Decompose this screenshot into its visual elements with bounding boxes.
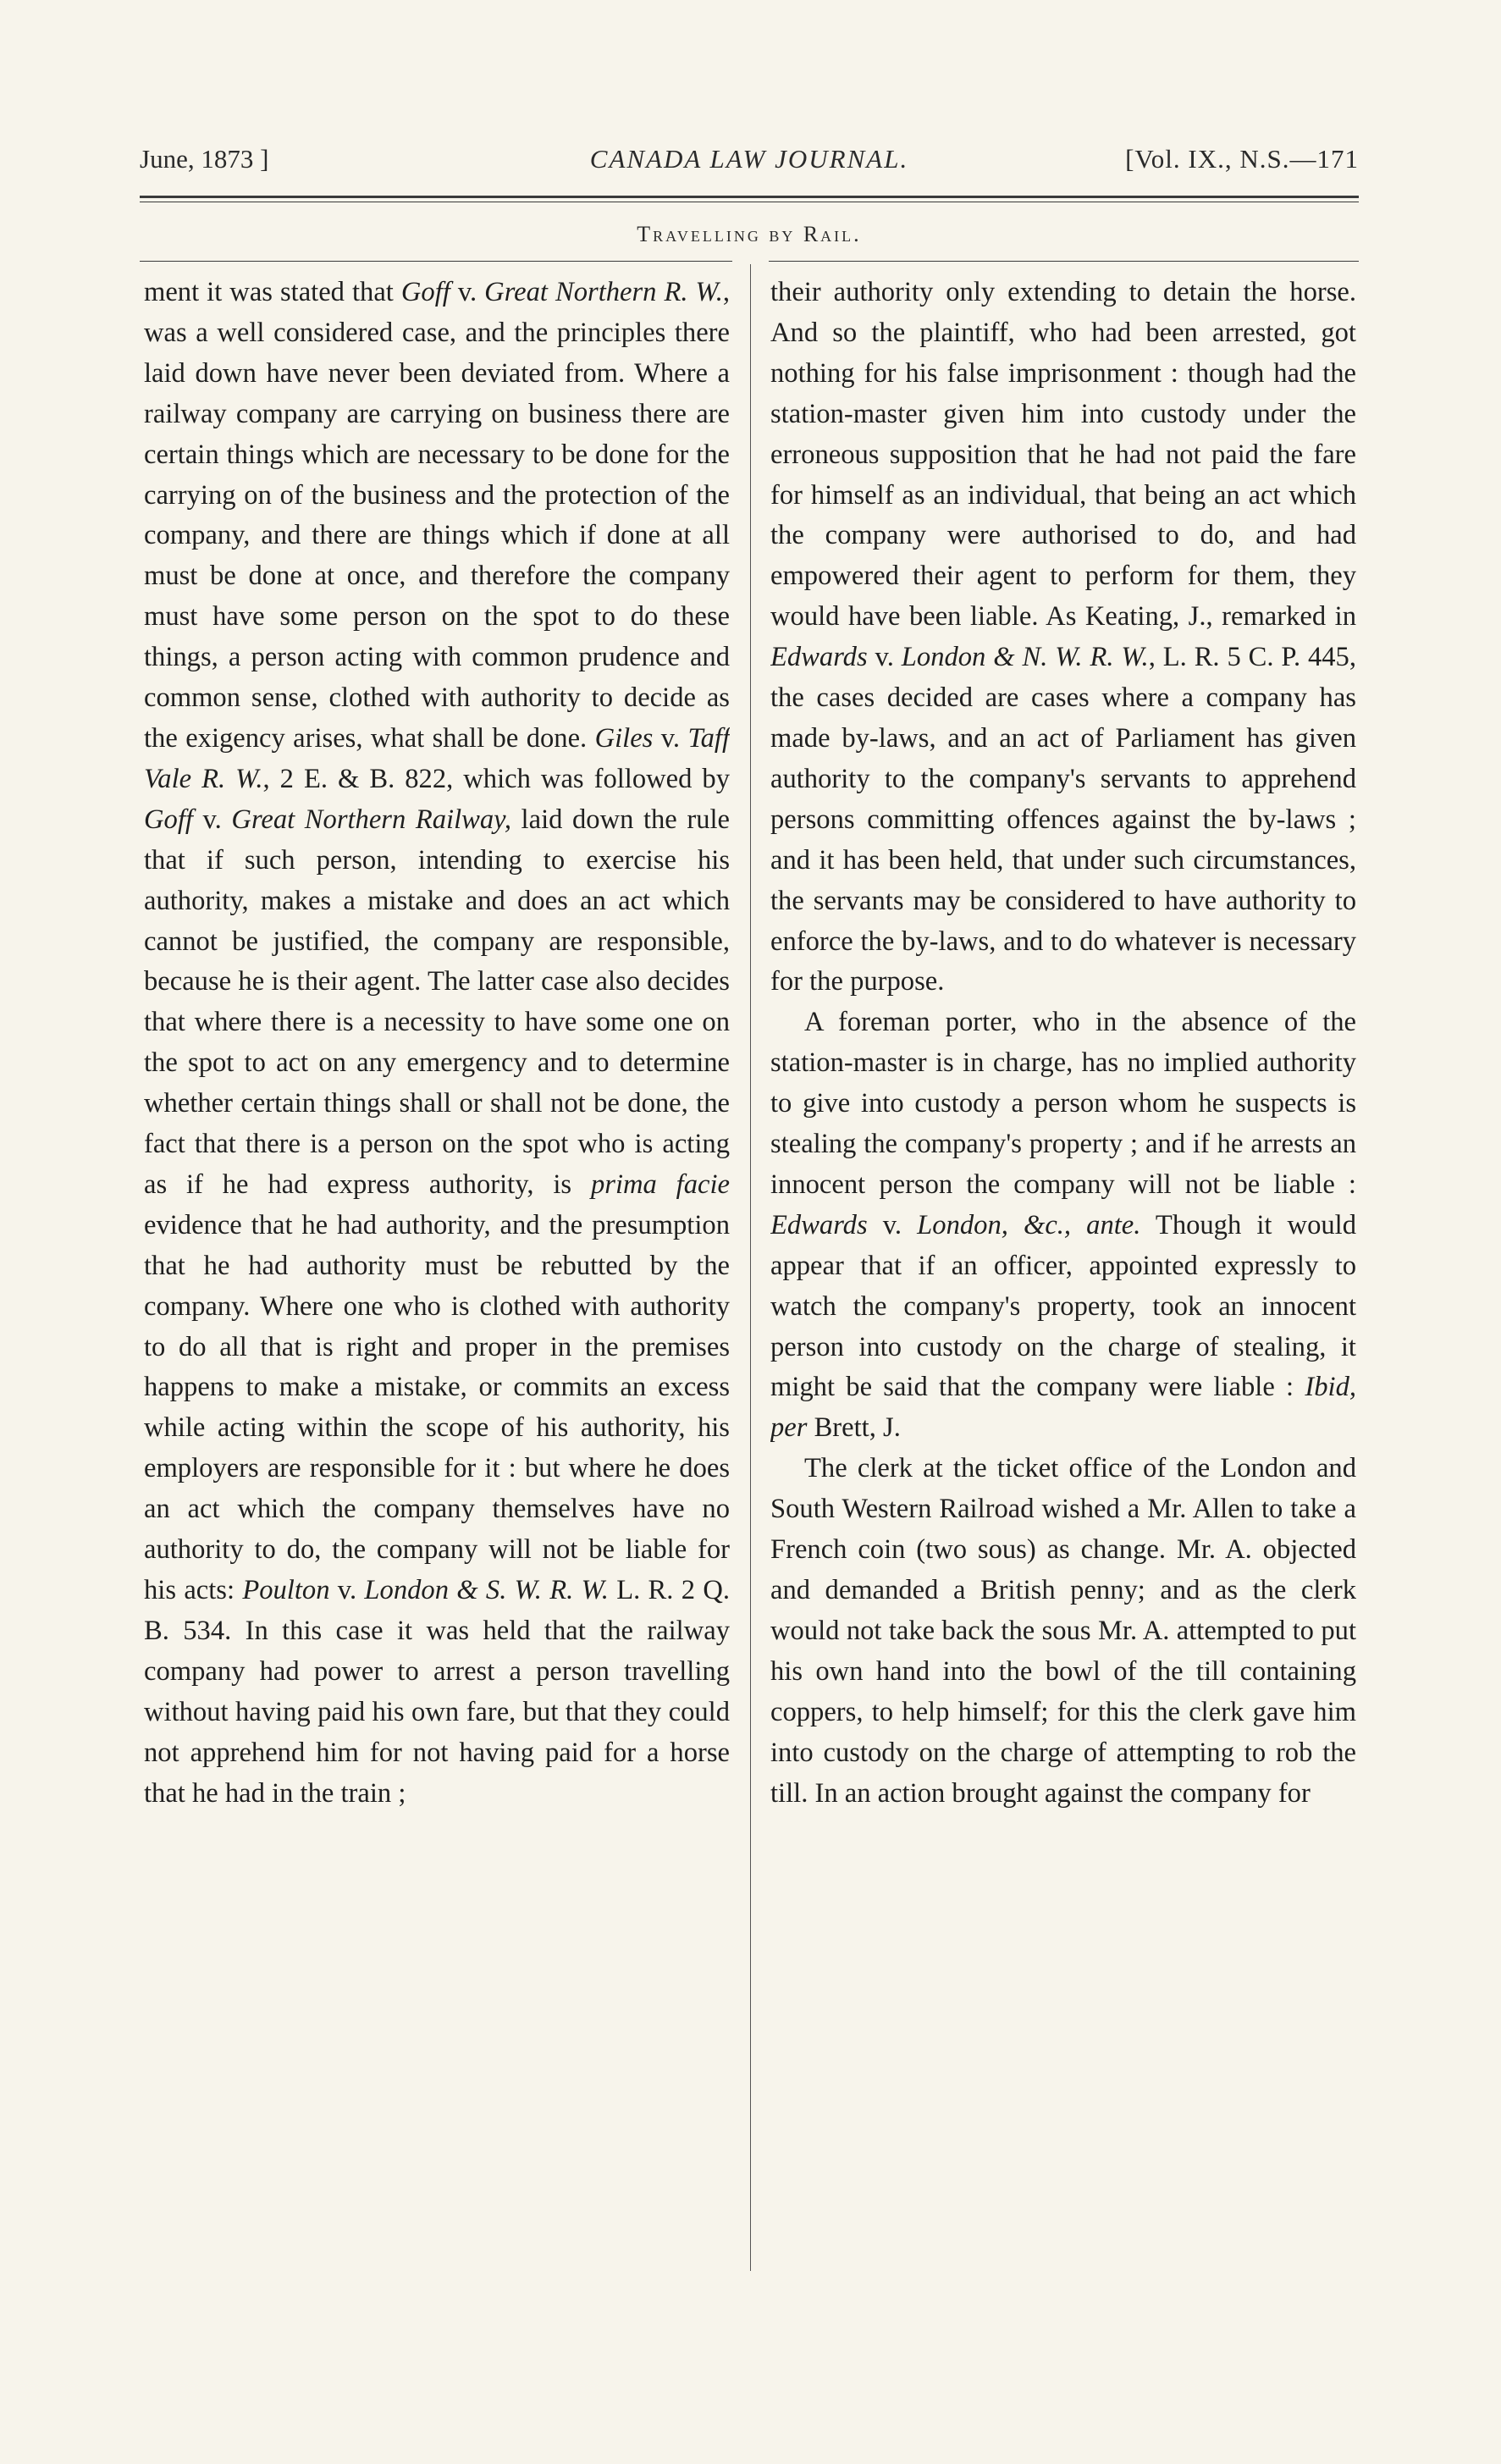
paragraph-text: v. xyxy=(867,642,902,673)
paragraph-text: v. xyxy=(329,1575,365,1605)
paragraph-text: ment it was stated that xyxy=(144,277,401,307)
body-paragraph xyxy=(144,273,730,1814)
body-paragraph xyxy=(770,1003,1356,1449)
case-citation-text: London & N. W. R. W. xyxy=(901,642,1149,673)
paragraph-text: evidence that he had authority, and the presumption that he had authority must be rebutted by the company. Where one who is clothed with authority to do all that is right and proper in the premises happens to make a mistake, or commits an excess while acting within the scope of his authority, his employers are responsible for it : but where he does an act which the company themselves have no authority to do, the company will not be liable for his acts: xyxy=(144,1209,730,1605)
case-citation-text: London & S. W. R. W. xyxy=(364,1575,609,1605)
paragraph-text: , L. R. 5 C. P. 445, the cases decided are cases where a company has made by-laws, and an act of Parliament has given authority to the company's servants to apprehend persons committing offences against the by-laws ; and it has been held, that under such circumstances, the servants may be considered to have authority to enforce the by-laws, and to do whatever is necessary for the purpose. xyxy=(770,642,1356,997)
right-column-rule xyxy=(769,261,1359,262)
header-date: June, 1873 ] xyxy=(140,144,269,174)
case-citation-text: Poulton xyxy=(242,1575,330,1605)
running-head xyxy=(140,144,1359,186)
paragraph-text: , was a well considered case, and the principles there laid down have never been deviated from. Where a railway company are carrying on business there are certain things which are necessary to be done for the carrying on of the business and the protection of the company, and there are things which if done at all must be done at once, and therefore the company must have some person on the spot to do these things, a person acting with common prudence and common sense, clothed with authority to decide as the exigency arises, what shall be done. xyxy=(144,277,730,754)
case-citation-text: Ibid, per xyxy=(770,1372,1356,1444)
paragraph-text: v. xyxy=(192,804,232,835)
paragraph-text: v. xyxy=(450,277,485,307)
case-citation-text: Goff xyxy=(400,277,450,307)
volume-page-number: [Vol. IX., N.S.—171 xyxy=(1125,144,1359,174)
header-rule-thick xyxy=(140,196,1359,198)
left-column-rule xyxy=(140,261,732,262)
journal-title: CANADA LAW JOURNAL. xyxy=(589,144,909,174)
paragraph-text: L. R. 2 Q. B. 534. In this case it was held that the railway company had power to arrest a person travelling without having paid his own fare, but that they could not apprehend him for not having paid for a horse that he had in the train ; xyxy=(144,1575,730,1809)
case-citation-text: Great Northern Railway, xyxy=(231,804,511,835)
section-title: Travelling by Rail. xyxy=(637,222,862,246)
paragraph-text: Brett, J. xyxy=(807,1412,901,1444)
case-citation-text: Giles xyxy=(594,722,654,754)
paragraph-text: laid down the rule that if such person, intending to exercise his authority, makes a mistake and does an act which cannot be justified, the company are responsible, because he is their agent. The latter case also decides that where there is a necessity to have some one on the spot to act on any emergency and to determine whether certain things shall or shall not be done, the fact that there is a person on the spot who is acting as if he had express authority, is xyxy=(144,804,730,1200)
case-citation-text: London, &c., ante. xyxy=(917,1209,1141,1240)
case-citation-text: Great Northern R. W. xyxy=(484,277,723,307)
paragraph-text: A foreman porter, who in the absence of the station-master is in charge, has no implied authority to give into custody a person whom he suspects is stealing the company's property ; and if he arrests an innocent person the company will not be liable : xyxy=(770,1007,1356,1200)
paragraph-text: v. xyxy=(653,722,688,754)
left-column xyxy=(144,273,730,2271)
paragraph-text: Though it would appear that if an officer, appointed expressly to watch the company's property, took an innocent person into custody on the charge of stealing, it might be said that the company were liable : xyxy=(770,1209,1356,1403)
case-citation-text: prima facie xyxy=(590,1168,730,1200)
paragraph-text: , 2 E. & B. 822, which was followed by xyxy=(262,763,730,794)
body-paragraph xyxy=(770,273,1356,1003)
paragraph-text: The clerk at the ticket office of the London and South Western Railroad wished a Mr. Allen to take a French coin (two sous) as change. Mr. A. objected and demanded a British penny; and as the clerk would not take back the sous Mr. A. attempted to put his own hand into the bowl of the till containing coppers, to help himself; for this the clerk gave him into custody on the charge of attempting to rob the till. In an action brought against the company for xyxy=(770,1453,1356,1809)
body-paragraph xyxy=(770,1449,1356,1814)
right-column xyxy=(770,273,1356,2271)
column-divider xyxy=(750,264,751,2271)
paragraph-text: their authority only extending to detain the horse. And so the plaintiff, who had been arrested, got nothing for his false imprisonment : though had the station-master given him into custody under the erroneous supposition that he had not paid the fare for himself as an individual, that being an act which the company were authorised to do, and had empowered their agent to perform for them, they would have been liable. As Keating, J., remarked in xyxy=(770,277,1356,633)
paragraph-text: v. xyxy=(867,1209,918,1240)
case-citation-text: Edwards xyxy=(770,642,868,673)
case-citation-text: Edwards xyxy=(770,1209,868,1240)
case-citation-text: Taff Vale R. W. xyxy=(144,722,730,794)
case-citation-text: Goff xyxy=(144,804,193,835)
